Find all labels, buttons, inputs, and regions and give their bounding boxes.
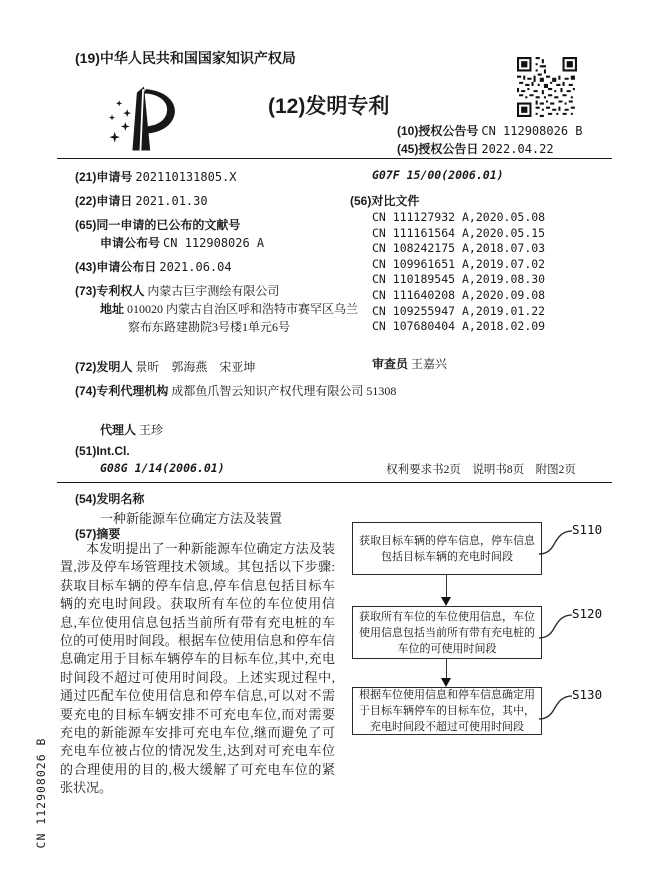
abstract-text: 本发明提出了一种新能源车位确定方法及装置,涉及停车场管理技术领域。其包括以下步骤:获取目标车辆的停车信息,停车信息包括目标车辆的充电时间段。获取所有车位的车位使用信息,车位使用信息包括当前所有带有充电桩的车位的可使用时间段。根据车位使用信息和停车信息确定用于目标车辆停车的目标车位,其中,充电时间段不超过可使用时间段。上述实现过程中,通过匹配车位使用信息和停车信息,可以对不需要充电的目标车辆安排不可充电车位,而对需要充电的新能源车安排可充电车位,继而避免了可充电车位被占位的情况发生,达到对可充电车位的合理使用的目的,极大缓解了可充电车位的紧张状况。 — [60, 541, 335, 796]
leader-curve-2 — [539, 611, 573, 641]
pages-summary: 权利要求书2页 说明书8页 附图2页 — [386, 464, 576, 476]
grant-date-value: 2022.04.22 — [481, 142, 554, 156]
same-application-label: (65)同一申请的已公布的文献号 — [75, 218, 241, 232]
publication-number-value: CN 112908026 A — [163, 236, 265, 250]
office-title: (19)中华人民共和国国家知识产权局 — [75, 50, 296, 66]
examiner-line — [372, 355, 447, 372]
application-number-label: (21)申请号 — [75, 170, 133, 184]
invention-title-label: (54)发明名称 — [75, 492, 145, 506]
invention-title: 一种新能源车位确定方法及装置 — [100, 511, 283, 526]
address-line — [100, 300, 366, 336]
flowchart-step-2-text: 获取所有车位的车位使用信息，车位使用信息包括当前所有带有充电桩的车位的可使用时间段 — [359, 610, 535, 655]
flow-arrowhead-2 — [441, 678, 451, 687]
agency-value: 成都鱼爪智云知识产权代理有限公司 51308 — [171, 384, 397, 398]
citation-item: CN 111127932 A,2020.05.08 — [372, 210, 546, 224]
publication-date-label: (43)申请公布日 — [75, 260, 157, 274]
patentee-label: (73)专利权人 — [75, 284, 145, 298]
application-date-label: (22)申请日 — [75, 194, 133, 208]
flowchart-step-3-box — [352, 687, 542, 735]
citation-item: CN 107680404 A,2018.02.09 — [372, 319, 546, 334]
flowchart-step-3-label: S130 — [572, 687, 603, 702]
examiner-label: 审查员 — [372, 357, 409, 371]
flowchart-step-1-box — [352, 522, 542, 575]
agent-line — [100, 421, 163, 438]
address-value: 010020 内蒙古自治区呼和浩特市赛罕区乌兰察布东路建勘院3号楼1单元6号 — [127, 302, 359, 334]
application-date-value: 2021.01.30 — [135, 194, 208, 208]
flowchart-step-2-label: S120 — [572, 606, 603, 621]
inventor-label: (72)发明人 — [75, 360, 133, 374]
flowchart-step-3-text: 根据车位使用信息和停车信息确定用于目标车辆停车的目标车位，其中，充电时间段不超过可使用时间段 — [359, 689, 535, 733]
patentee-line — [75, 282, 279, 299]
examiner-value: 王嘉兴 — [411, 357, 448, 371]
citation-item: CN 108242175 A,2018.07.03 — [372, 241, 546, 256]
grant-number-label: (10)授权公告号 — [397, 124, 479, 138]
inventor-value: 景昕 郭海燕 宋亚坤 — [135, 360, 256, 374]
header-divider — [57, 158, 612, 159]
intcl-label: (51)Int.Cl. — [75, 444, 130, 458]
cnipa-logo — [98, 82, 190, 167]
flow-connector-2 — [446, 659, 447, 679]
inventor-line — [75, 358, 255, 375]
grant-number-value: CN 112908026 B — [481, 124, 583, 138]
agent-label: 代理人 — [100, 423, 137, 437]
flowchart-step-1-text: 获取目标车辆的停车信息，停车信息包括目标车辆的充电时间段 — [359, 534, 535, 563]
publication-date-value: 2021.06.04 — [159, 260, 232, 274]
flow-arrowhead-1 — [441, 597, 451, 606]
leader-curve-1 — [539, 527, 573, 557]
application-date-line — [75, 192, 208, 209]
leader-curve-3 — [539, 692, 573, 722]
flow-connector-1 — [446, 575, 447, 598]
publication-date-line — [75, 258, 232, 275]
cited-references-list — [372, 210, 545, 335]
grant-date-label: (45)授权公告日 — [397, 142, 479, 156]
patentee-value: 内蒙古巨宇测绘有限公司 — [147, 284, 280, 298]
citation-item: CN 109961651 A,2019.07.02 — [372, 256, 546, 271]
qr-code — [517, 57, 577, 122]
cnipa-logo-graphic — [98, 82, 190, 162]
grant-date-line — [397, 140, 554, 157]
application-number-value: 202110131805.X — [135, 170, 237, 184]
publication-number-label: 申请公布号 — [100, 236, 161, 250]
citation-item: CN 111161564 A,2020.05.15 — [372, 225, 546, 240]
grant-number-line — [397, 122, 583, 139]
application-number-line — [75, 168, 237, 185]
vertical-doc-number: CN 112908026 B — [34, 737, 48, 849]
agency-line — [75, 382, 438, 400]
citation-item: CN 109255947 A,2019.01.22 — [372, 303, 546, 318]
agency-label: (74)专利代理机构 — [75, 384, 169, 398]
citation-item: CN 111640208 A,2020.09.08 — [372, 287, 546, 302]
agent-value: 王珍 — [139, 423, 164, 437]
flowchart-step-1-label: S110 — [572, 522, 603, 537]
citation-item: CN 110189545 A,2019.08.30 — [372, 272, 546, 287]
doc-type-title: (12)发明专利 — [268, 95, 390, 118]
flowchart-step-2-box — [352, 606, 542, 659]
intcl-continued: G07F 15/00(2006.01) — [372, 168, 504, 182]
address-label: 地址 — [100, 302, 125, 316]
cited-references-label: (56)对比文件 — [350, 194, 420, 208]
biblio-divider — [57, 482, 612, 483]
publication-number-line — [100, 234, 264, 251]
intcl-value: G08G 1/14(2006.01) — [100, 461, 225, 475]
abstract-label: (57)摘要 — [75, 527, 121, 541]
